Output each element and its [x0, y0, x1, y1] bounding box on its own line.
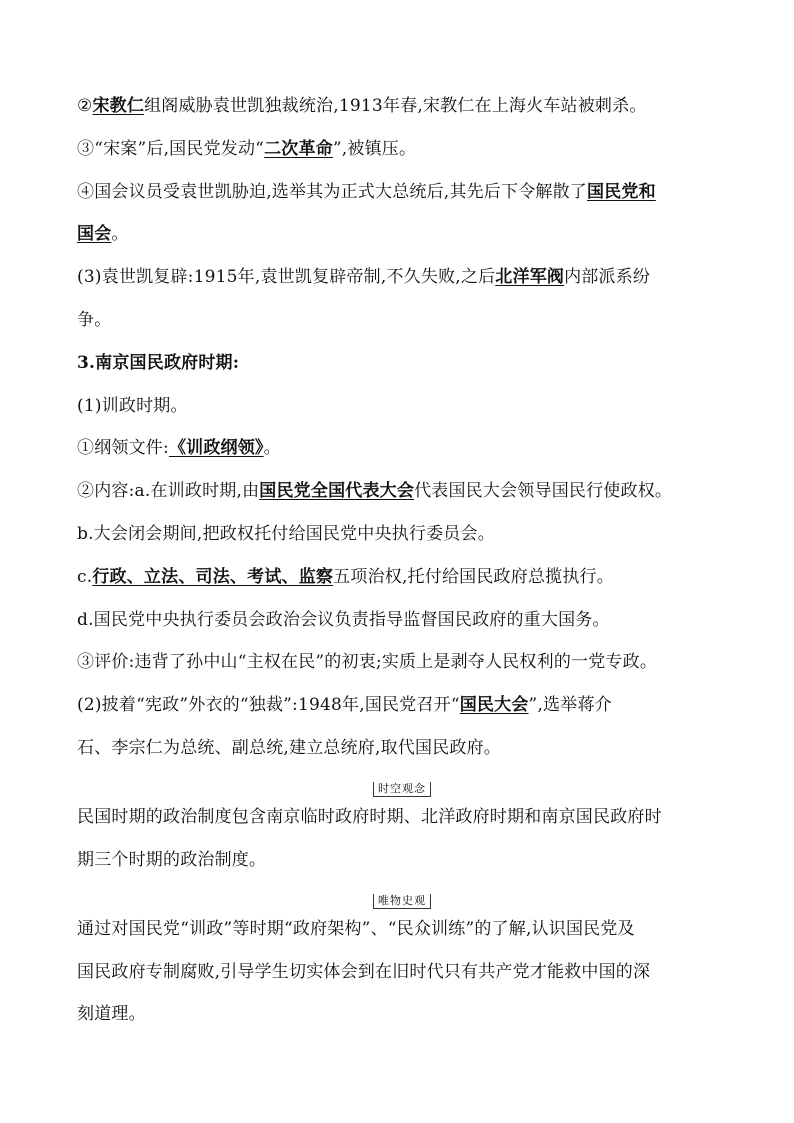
line-text: 组阁威胁袁世凯独裁统治,1913年春,宋教仁在上海火车站被刺杀。 — [144, 96, 647, 116]
line-text: 五项治权,托付给国民政府总揽执行。 — [333, 566, 614, 587]
underlined-term: 行政、立法、司法、考试、监察 — [92, 566, 334, 587]
line-text: ③评价:违背了孙中山“主权在民”的初衷;实质上是剥夺人民权利的一党专政。 — [77, 652, 658, 673]
text-line-3 — [77, 182, 727, 203]
underlined-term: 《训政纲领》 — [168, 438, 264, 459]
text-line-8 — [77, 396, 727, 417]
heading-text: 3.南京国民政府时期: — [77, 352, 240, 373]
line-text: (2)披着“宪政”外衣的“独裁”:1948年,国民党召开“ — [77, 695, 460, 716]
text-line-5 — [77, 267, 727, 288]
line-text: ①纲领文件: — [77, 438, 169, 459]
line-text: 代表国民大会领导国民行使政权。 — [414, 481, 673, 502]
tag-row-1 — [77, 777, 727, 793]
line-text: 内部派系纷 — [564, 267, 651, 288]
line-text: 期三个时期的政治制度。 — [77, 849, 267, 870]
line-text: ② — [77, 96, 93, 116]
line-text: d.国民党中央执行委员会政治会议负责指导监督国民政府的重大国务。 — [77, 609, 610, 630]
para1-line-1 — [77, 807, 727, 828]
text-line-15 — [77, 695, 727, 716]
text-line-16 — [77, 738, 727, 759]
line-text: 刻道理。 — [77, 1004, 146, 1025]
line-text: ②内容:a.在训政时期,由 — [77, 481, 260, 502]
line-text: c. — [77, 566, 93, 587]
underlined-term: 国民大会 — [459, 695, 529, 716]
underlined-term: 宋教仁 — [92, 96, 145, 116]
para2-line-3 — [77, 1004, 727, 1025]
line-text: ③“宋案”后,国民党发动“ — [77, 138, 265, 159]
line-text: ④国会议员受袁世凯胁迫,选举其为正式大总统后,其先后下令解散了 — [77, 181, 588, 202]
text-line-9 — [77, 438, 727, 459]
underlined-term: 国民党全国代表大会 — [259, 481, 415, 502]
line-text: b.大会闭会期间,把政权托付给国民党中央执行委员会。 — [77, 523, 495, 544]
para2-line-1 — [77, 919, 727, 940]
line-text: 争。 — [77, 309, 112, 330]
underlined-term: 二次革命 — [264, 138, 333, 159]
text-line-4 — [77, 224, 727, 245]
line-text: ”,选举蒋介 — [528, 695, 612, 716]
text-line-2 — [77, 139, 727, 160]
line-text: 国民政府专制腐败,引导学生切实体会到在旧时代只有共产党才能救中国的深 — [77, 961, 651, 982]
tag-row-2 — [77, 889, 727, 905]
section-tag: 时空观念 — [373, 782, 431, 797]
section-tag: 唯物史观 — [373, 894, 431, 909]
para1-line-2 — [77, 850, 727, 871]
text-line-13 — [77, 610, 727, 631]
line-text: (3)袁世凯复辟:1915年,袁世凯复辟帝制,不久失败,之后 — [77, 267, 496, 288]
line-text: 石、李宗仁为总统、副总统,建立总统府,取代国民政府。 — [77, 737, 502, 758]
line-text: ”,被镇压。 — [332, 138, 417, 159]
line-text: 民国时期的政治制度包含南京临时政府时期、北洋政府时期和南京国民政府时 — [77, 806, 662, 827]
text-line-14 — [77, 652, 727, 673]
line-text: (1)训政时期。 — [77, 395, 188, 416]
section-heading — [77, 353, 727, 374]
document-page — [77, 96, 727, 1047]
line-text: 。 — [111, 224, 129, 245]
underlined-term: 国民党和 — [587, 181, 656, 202]
text-line-6 — [77, 310, 727, 331]
line-text: 通过对国民党“训政”等时期“政府架构”、“民众训练”的了解,认识国民党及 — [77, 918, 635, 939]
text-line-12 — [77, 567, 727, 588]
text-line-11 — [77, 524, 727, 545]
line-text: 。 — [263, 438, 281, 459]
text-line-1 — [77, 96, 727, 117]
para2-line-2 — [77, 962, 727, 983]
text-line-10 — [77, 481, 727, 502]
underlined-term: 国会 — [77, 224, 112, 245]
underlined-term: 北洋军阀 — [495, 267, 565, 288]
